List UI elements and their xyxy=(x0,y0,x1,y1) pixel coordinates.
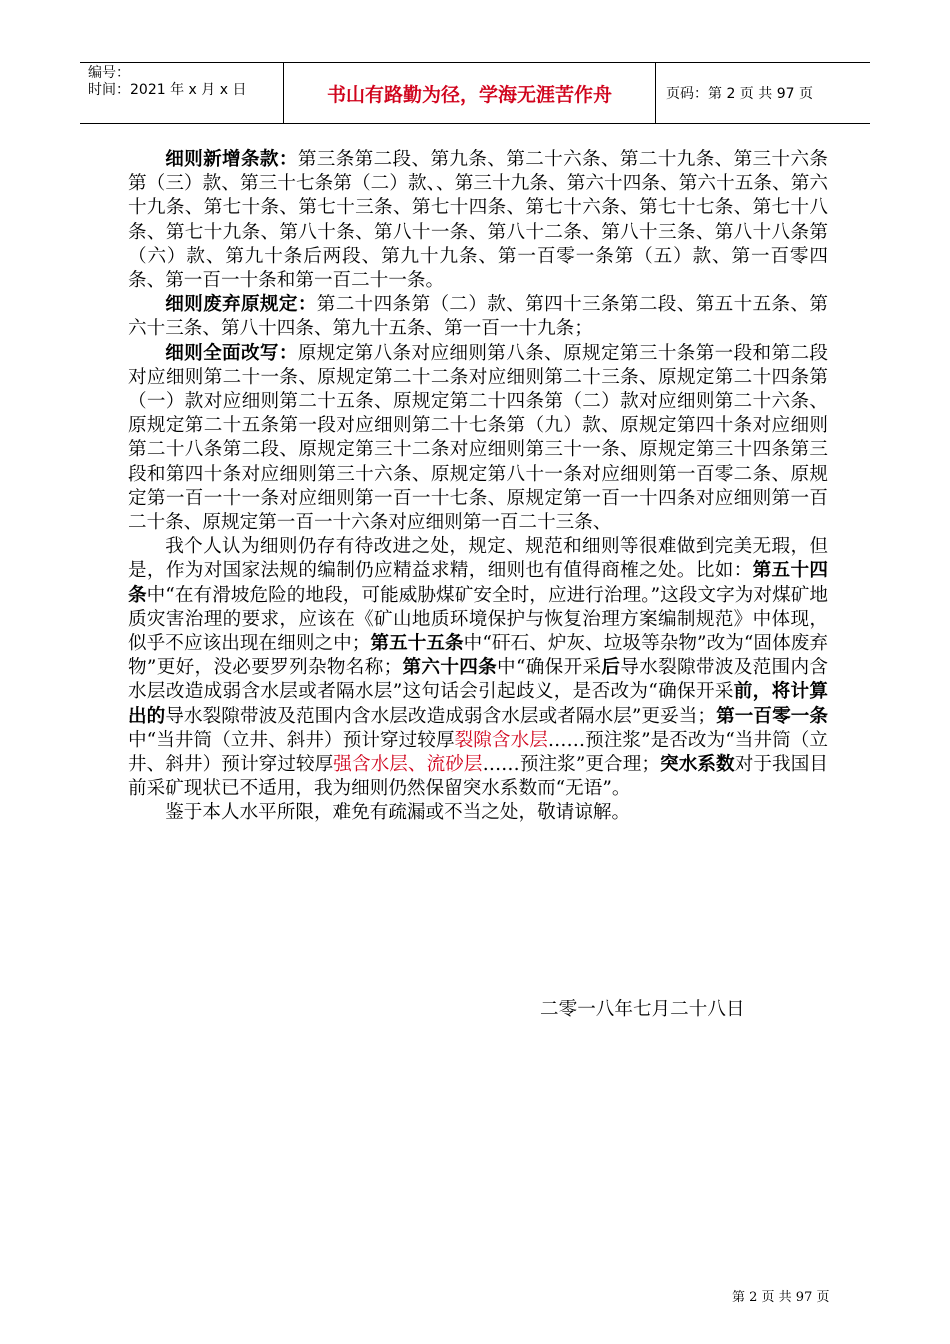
paragraph-text: 原规定第八条对应细则第八条、原规定第三十条第一段和第二段对应细则第二十一条、原规定第二十二条对应细则第二十三条、原规定第二十四条第（一）款对应细则第二十五条、原规定第二十四条第（二）款对应细则第二十六条、原规定第二十五条第一段对应细则第二十七条第（九）款、原规定第四十条对应细则第二十八条第二段、原规定第三十二条对应细则第三十一条、原规定第三十四条第三段和第四十条对应细则第三十六条、原规定第八十一条对应细则第一百零二条、原规定第一百一十一条对应细则第一百一十七条、原规定第一百一十四条对应细则第一百二十条、原规定第一百一十六条对应细则第一百二十三条、 xyxy=(128,342,828,534)
page-header xyxy=(80,62,870,124)
document-date: 二零一八年七月二十八日 xyxy=(540,999,745,1020)
paragraph-heading: 细则废弃原规定： xyxy=(165,294,317,316)
paragraph-rewritten-clauses xyxy=(128,342,828,536)
emphasis: 前，将计算出的 xyxy=(128,681,828,727)
paragraph-closing: 鉴于本人水平所限，难免有疏漏或不当之处，敬请谅解。 xyxy=(165,802,631,824)
header-motto: 书山有路勤为径，学海无涯苦作舟 xyxy=(283,63,656,123)
doc-time-label: 时间：2021 年 x 月 x 日 xyxy=(88,82,247,98)
clause-ref: 第五十五条 xyxy=(370,633,464,655)
paragraph-new-clauses xyxy=(128,148,828,293)
paragraph-heading: 细则新增条款： xyxy=(165,149,298,170)
paragraph-text: 第二十四条第（二）款、第四十三条第二段、第五十五条、第六十三条、第八十四条、第九十五条、第一百一十九条； xyxy=(128,294,828,340)
header-page-number: 页码：第 2 页 共 97 页 xyxy=(666,86,813,102)
highlight-term: 裂隙含水层 xyxy=(454,729,548,751)
paragraph-opinion: 我个人认为细则仍存有待改进之处，规定、规范和细则等很难做到完美无瑕，但是，作为对国家法规的编制仍应精益求精，细则也有值得商榷之处。比如：第五十四条中“在有滑坡危险的地段，可能威胁煤矿安全时，应进行治理。”这段文字为对煤矿地质灾害治理的要求，应该在《矿山地质环境保护与恢复治理方案编制规范》中体现，似乎不应该出现在细则之中；第五十五条中“矸石、炉灰、垃圾等杂物”改为“固体废弃物”更好，没必要罗列杂物名称；第六十四条中“确保开采后导水裂隙带波及范围内含水层改造成弱含水层或者隔水层”这句话会引起歧义，是否改为“确保开采前，将计算出的导水裂隙带波及范围内含水层改造成弱含水层或者隔水层”更妥当；第一百零一条中“当井筒（立井、斜井）预计穿过较厚裂隙含水层……预注浆”是否改为“当井筒（立井、斜井）预计穿过较厚强含水层、流砂层……预注浆”更合理；突水系数对于我国目前采矿现状已不适用，我为细则仍然保留突水系数而“无语”。 xyxy=(128,536,828,800)
document-body xyxy=(128,148,828,826)
paragraph-heading: 细则全面改写： xyxy=(165,342,298,364)
clause-ref: 第六十四条 xyxy=(402,657,498,679)
emphasis: 后 xyxy=(601,657,621,679)
clause-ref: 第五十四条 xyxy=(128,560,828,606)
clause-ref: 第一百零一条 xyxy=(716,705,828,727)
paragraph-abolished-clauses xyxy=(128,293,828,341)
doc-id-label: 编号： xyxy=(88,65,130,81)
emphasis: 突水系数 xyxy=(659,754,735,776)
page-footer: 第 2 页 共 97 页 xyxy=(732,1290,830,1305)
paragraph-text: 第三条第二段、第九条、第二十六条、第二十九条、第三十六条第（三）款、第三十七条第（二）款、、第三十九条、第六十四条、第六十五条、第六十九条、第七十条、第七十三条、第七十四条、第七十六条、第七十七条、第七十八条、第七十九条、第八十条、第八十一条、第八十二条、第八十三条、第八十八条第（六）款、第九十条后两段、第九十九条、第一百零一条第（五）款、第一百零四条、第一百一十条和第一百二十一条。 xyxy=(128,149,828,292)
header-meta xyxy=(80,63,283,123)
highlight-term: 强含水层、流砂层 xyxy=(333,754,483,776)
